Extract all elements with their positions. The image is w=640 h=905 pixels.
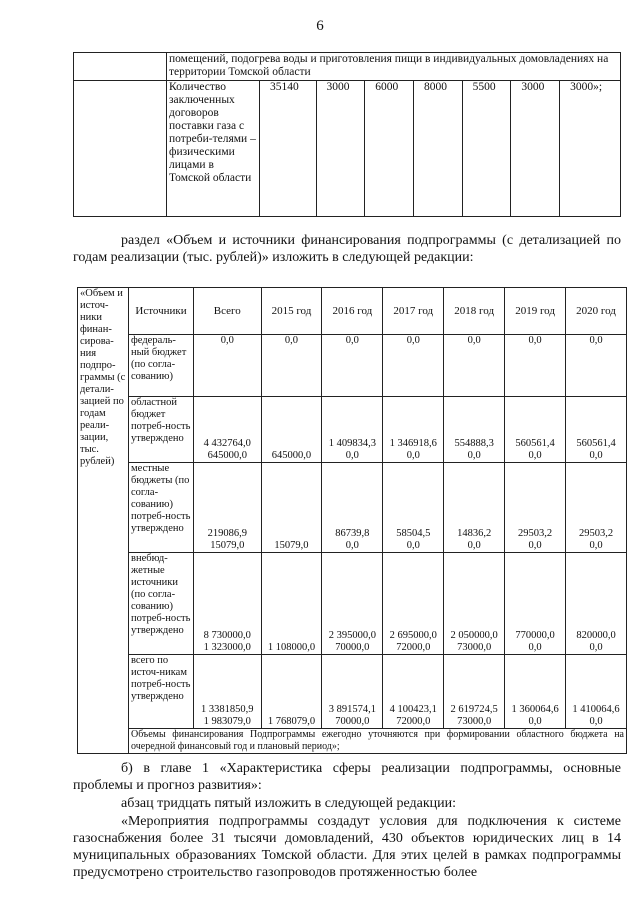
cell-value: 560561,4 0,0 [505,397,566,463]
cell-value: 29503,2 0,0 [566,463,627,553]
cell-value: 8 730000,0 1 323000,0 [194,553,262,655]
table1-header: помещений, подогрева воды и приготовления пищи в индивидуальных домовладениях на территории Томской области [167,53,621,81]
paragraph-abzac: абзац тридцать пятый изложить в следующей редакции: [121,796,457,811]
row-label: федераль-ный бюджет (по согла-сованию) [129,335,194,397]
cell-value: 15079,0 [261,463,322,553]
row-label: внебюд-жетные источники (по согла-сованию) потреб-ность утверждено [129,553,194,655]
cell-value: 58504,5 0,0 [383,463,444,553]
cell-value: 1 346918,6 0,0 [383,397,444,463]
cell-value: 0,0 [194,335,262,397]
paragraph-section-edit: раздел «Объем и источники финансирования подпрограммы (с детализацией по годам реализации (тыс. рублей)» изложить в следующей редакции: [73,233,621,265]
cell-value: 770000,0 0,0 [505,553,566,655]
table1-value: 35140 [260,81,317,217]
row-label: местные бюджеты (по согла-сованию) потреб-ность утверждено [129,463,194,553]
cell-value: 3 891574,1 70000,0 [322,655,383,729]
financing-left-label: «Объем и источ-ники финан-сирова-ния подпро-граммы (с детали-зацией по годам реали-зации, тыс. рублей) [78,288,129,754]
cell-value: 0,0 [383,335,444,397]
cell-value: 86739,8 0,0 [322,463,383,553]
cell-value: 820000,0 0,0 [566,553,627,655]
financing-table [77,287,627,754]
financing-note: Объемы финансирования Подпрограммы ежегодно уточняются при формировании областного бюджета на очередной финансовый год и плановый период»; [129,729,627,754]
col-header: 2015 год [261,288,322,335]
cell-value: 1 409834,3 0,0 [322,397,383,463]
cell-value: 2 695000,0 72000,0 [383,553,444,655]
cell-value: 0,0 [322,335,383,397]
col-header: 2018 год [444,288,505,335]
table1-value: 3000 [316,81,365,217]
cell-value: 29503,2 0,0 [505,463,566,553]
cell-value: 1 410064,6 0,0 [566,655,627,729]
indicators-table [73,52,621,217]
cell-value: 554888,3 0,0 [444,397,505,463]
cell-value: 14836,2 0,0 [444,463,505,553]
cell-value: 2 395000,0 70000,0 [322,553,383,655]
col-header: Источники [129,288,194,335]
paragraph-chapter-edit: б) в главе 1 «Характеристика сферы реализации подпрограммы, основные проблемы и прогноз развития»: [73,761,621,793]
cell-value: 4 432764,0 645000,0 [194,397,262,463]
paragraph-quote: «Мероприятия подпрограммы создадут условия для подключения к системе газоснабжения более 31 тысячи домовладений, 430 объектов юридических лиц в 14 муниципальных образованиях Томской области. Для этих целей в рамках подпрограммы предусмотрено строительство газопроводов протяженностью более [73,814,621,880]
cell-value: 219086,9 15079,0 [194,463,262,553]
col-header: 2019 год [505,288,566,335]
cell-value: 1 3381850,9 1 983079,0 [194,655,262,729]
empty-cell [74,53,167,81]
empty-cell [74,81,167,217]
table1-value: 8000 [413,81,462,217]
cell-value: 1 360064,6 0,0 [505,655,566,729]
cell-value: 2 619724,5 73000,0 [444,655,505,729]
table1-value: 6000 [365,81,414,217]
col-header: 2017 год [383,288,444,335]
cell-value: 4 100423,1 72000,0 [383,655,444,729]
table1-row-label: Количество заключенных договоров поставки газа с потреби-телями – физическими лицами в Томской области [167,81,260,217]
row-label: всего по источ-никам потреб-ность утверждено [129,655,194,729]
cell-value: 0,0 [566,335,627,397]
cell-value: 1 108000,0 [261,553,322,655]
col-header: Всего [194,288,262,335]
cell-value: 1 768079,0 [261,655,322,729]
cell-value: 560561,4 0,0 [566,397,627,463]
row-label: областной бюджет потреб-ность утверждено [129,397,194,463]
cell-value: 0,0 [505,335,566,397]
cell-value: 645000,0 [261,397,322,463]
col-header: 2020 год [566,288,627,335]
page-number: 6 [316,18,324,34]
cell-value: 0,0 [444,335,505,397]
table1-value: 3000»; [560,81,621,217]
table1-value: 3000 [511,81,560,217]
cell-value: 0,0 [261,335,322,397]
cell-value: 2 050000,0 73000,0 [444,553,505,655]
col-header: 2016 год [322,288,383,335]
table1-value: 5500 [462,81,511,217]
